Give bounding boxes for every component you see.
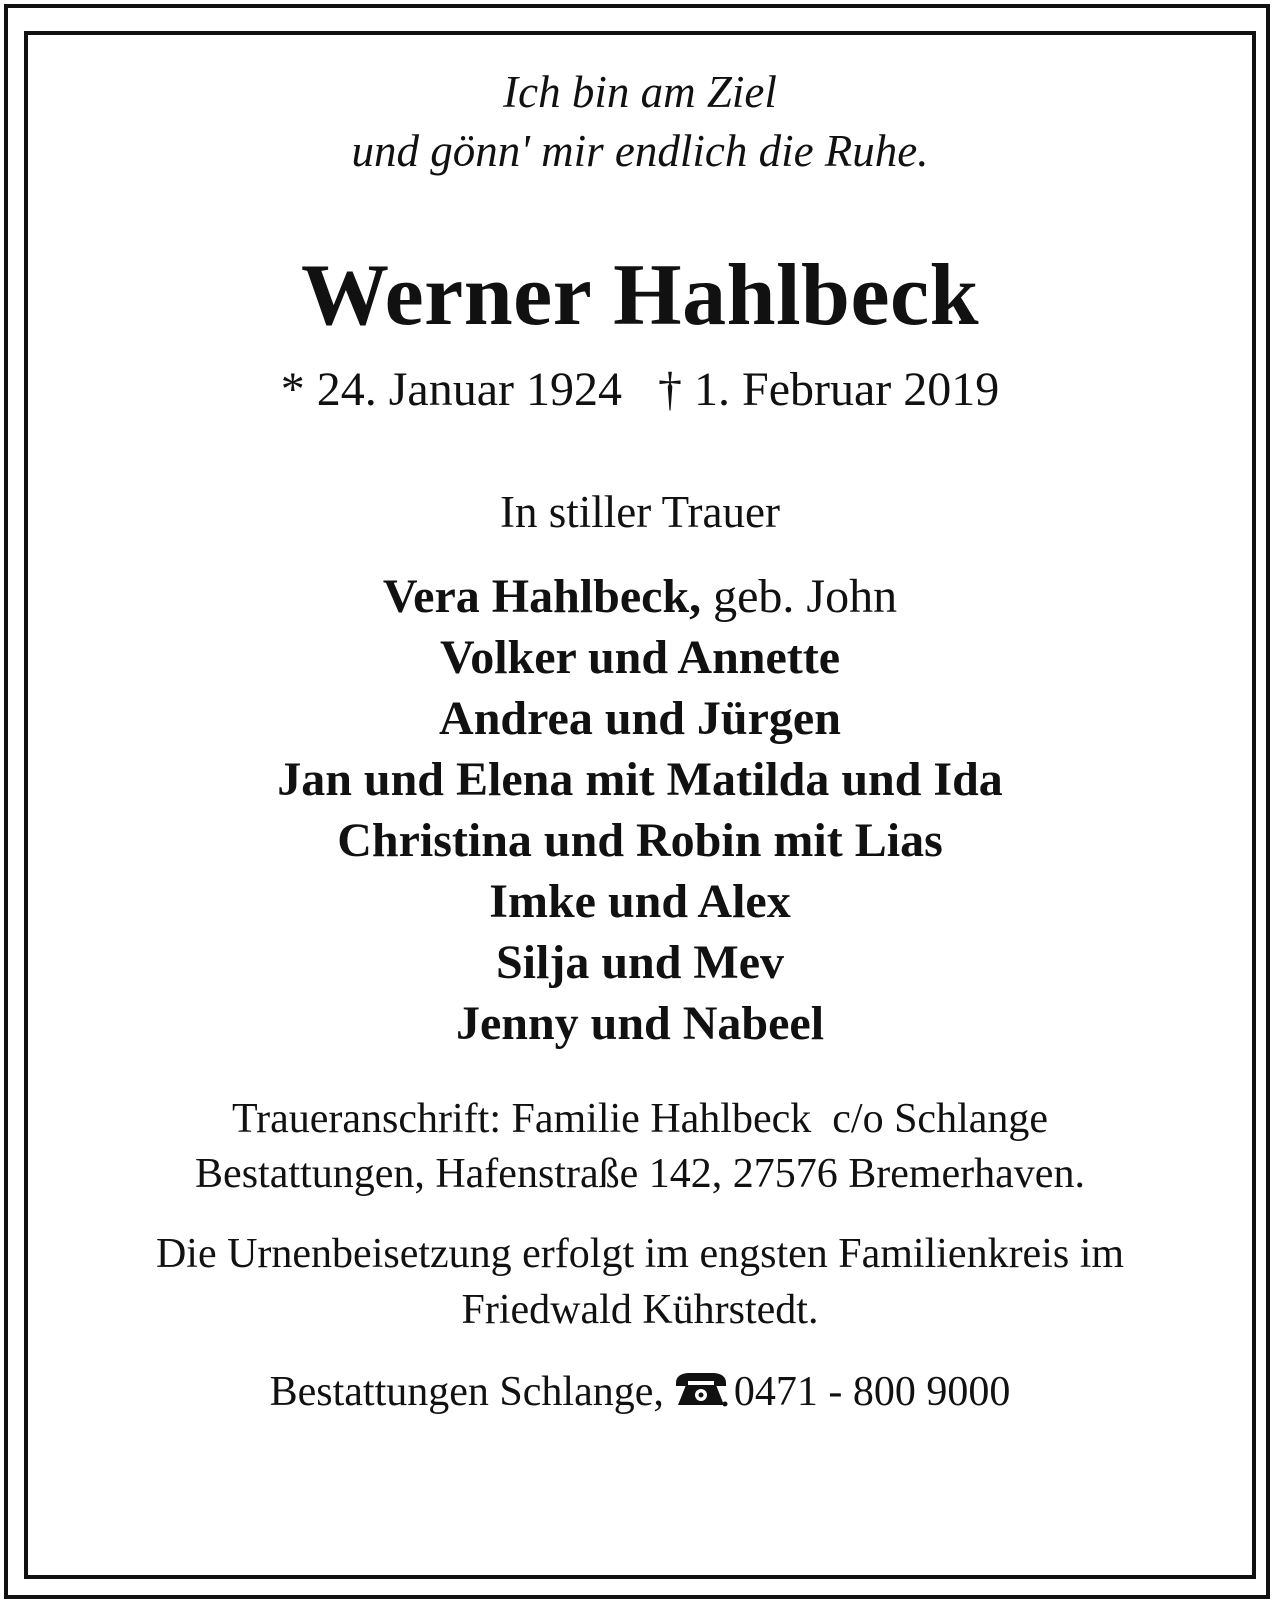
motto [28, 63, 1252, 181]
address-line-2: Bestattungen, Hafenstraße 142, 27576 Bremerhaven. [195, 1151, 1085, 1197]
family-member: Silja und Mev [495, 936, 785, 989]
family-member: Jenny und Nabeel [455, 997, 825, 1050]
address-line-1: Traueranschrift: Familie Hahlbeck c/o Schlange [231, 1096, 1049, 1142]
birth-date: * 24. Januar 1924 [280, 363, 622, 416]
burial-note [28, 1226, 1252, 1338]
obituary-notice [28, 35, 1252, 1420]
mourning-line: In stiller Trauer [500, 487, 780, 537]
motto-line-1: Ich bin am Ziel [503, 67, 777, 117]
family-member: Christina und Robin mit Lias [337, 814, 943, 867]
phone-number[interactable]: 0471 - 800 9000 [733, 1369, 1011, 1415]
family-member: Andrea und Jürgen [439, 692, 841, 745]
telephone-icon [672, 1371, 730, 1409]
undertaker-contact [28, 1364, 1252, 1420]
burial-line-2: Friedwald Kührstedt. [461, 1287, 819, 1333]
widow-maiden-name: geb. John [701, 570, 898, 623]
deceased-name: Werner Hahlbeck [300, 247, 980, 344]
family-member-widow [28, 566, 1252, 627]
burial-line-1: Die Urnenbeisetzung erfolgt im engsten Familienkreis im [155, 1231, 1125, 1277]
life-dates [28, 360, 1252, 420]
death-date: † 1. Februar 2019 [658, 363, 1000, 416]
widow-name: Vera Hahlbeck, [382, 570, 702, 623]
mourning-address [28, 1092, 1252, 1202]
family-member: Jan und Elena mit Matilda und Ida [277, 753, 1003, 806]
family-list [28, 566, 1252, 1054]
undertaker-name: Bestattungen Schlange, [269, 1369, 664, 1415]
motto-line-2: und gönn' mir endlich die Ruhe. [351, 126, 929, 176]
family-member: Volker und Annette [439, 631, 841, 684]
family-member: Imke und Alex [489, 875, 791, 928]
